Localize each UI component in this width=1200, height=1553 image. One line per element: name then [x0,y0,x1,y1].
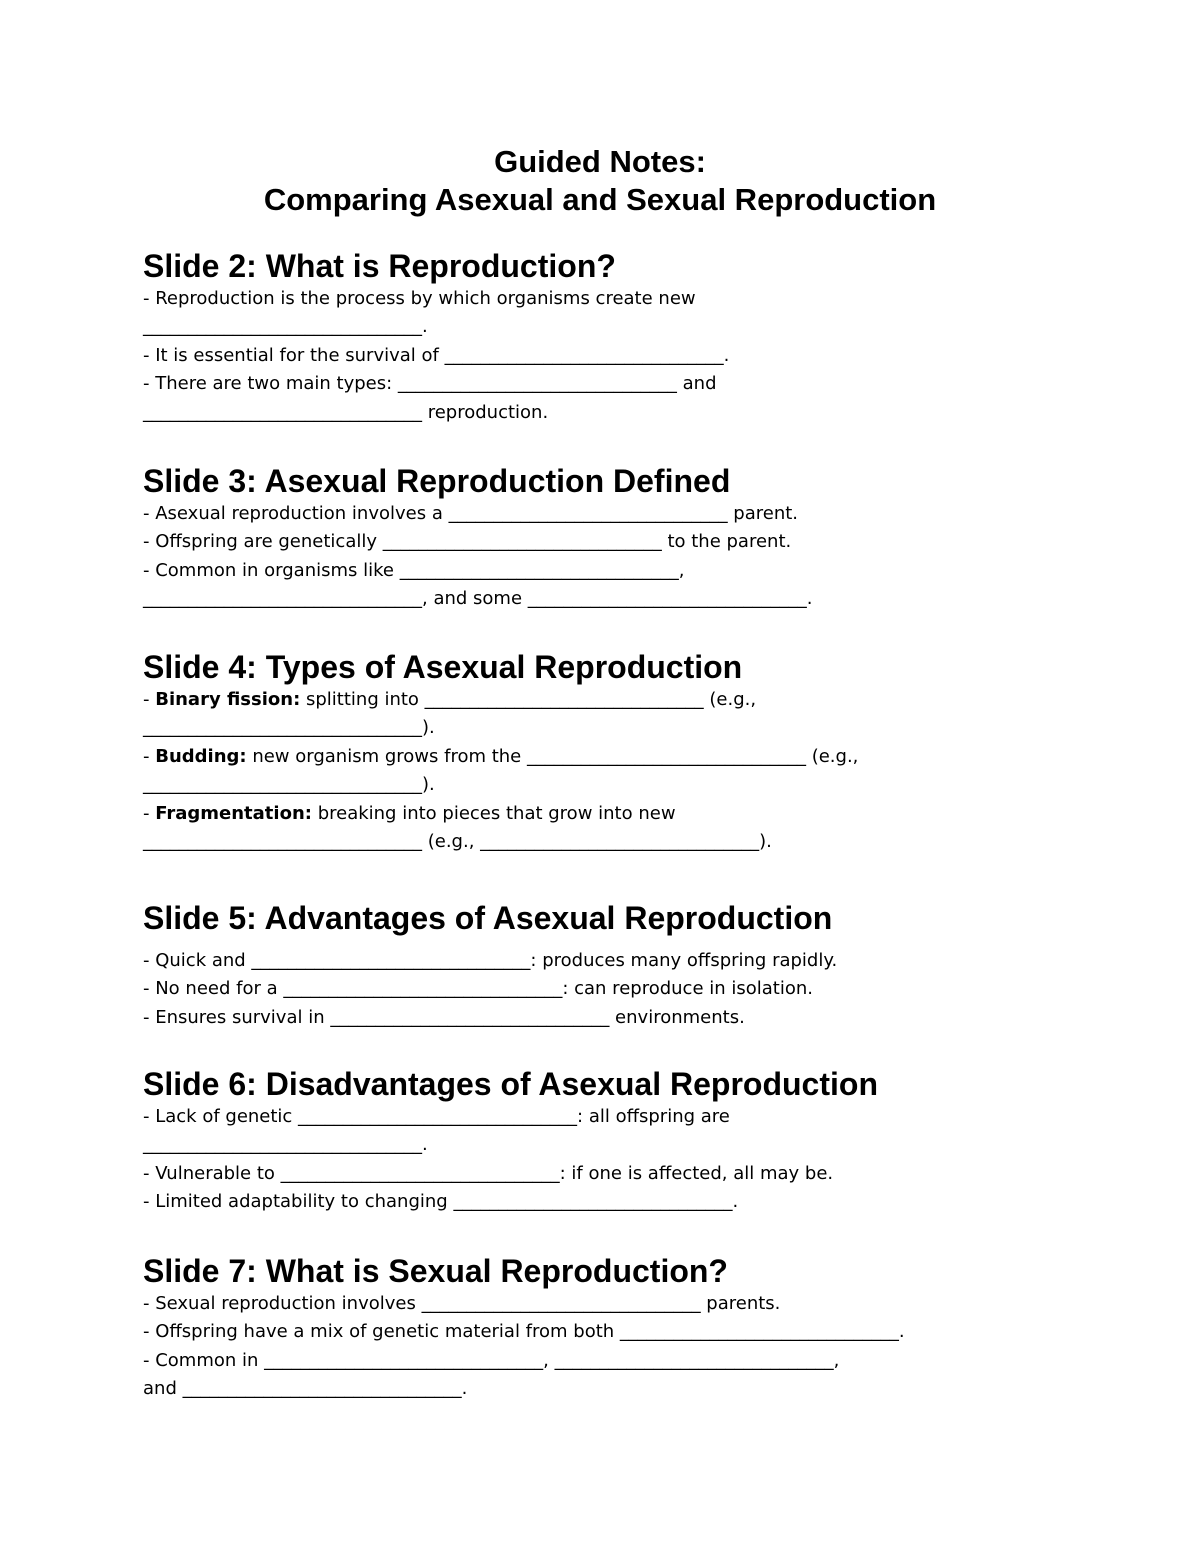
term-description: breaking into pieces that grow into new [311,802,676,824]
note-line: _______________________________). [143,717,435,739]
section-body [143,1103,1073,1217]
section-body [143,947,1073,1032]
note-line: - Vulnerable to _______________________________: if one is affected, all may be. [143,1162,834,1184]
section-heading: Slide 5: Advantages of Asexual Reproduction [143,900,833,936]
section-slide-2 [143,247,1073,427]
note-line: - Quick and _______________________________: produces many offspring rapidly. [143,950,838,971]
note-line: - There are two main types: _______________________________ and [143,373,717,395]
term-description: new organism grows from the _______________________________ (e.g., [246,745,859,767]
section-slide-4 [143,648,1073,856]
section-slide-7 [143,1252,1073,1404]
title-line-1: Guided Notes: [494,144,706,179]
note-line: - Reproduction is the process by which organisms create new [143,288,696,309]
section-heading: Slide 6: Disadvantages of Asexual Reproduction [143,1066,878,1102]
note-line: - Offspring have a mix of genetic material from both _______________________________. [143,1321,905,1343]
note-line: - Lack of genetic _______________________________: all offspring are [143,1106,730,1127]
term-description: splitting into _______________________________ (e.g., [300,689,757,710]
note-line: - No need for a _______________________________: can reproduce in isolation. [143,978,813,1000]
note-line: and _______________________________. [143,1378,468,1400]
note-line: - Binary fission: splitting into _______________________________ (e.g., [143,689,757,710]
section-slide-3 [143,462,1073,614]
note-line: - Limited adaptability to changing _______________________________. [143,1191,739,1213]
section-heading: Slide 4: Types of Asexual Reproduction [143,649,743,685]
note-line: - Sexual reproduction involves _______________________________ parents. [143,1293,781,1314]
note-line: _______________________________ (e.g., _______________________________). [143,831,772,853]
section-heading: Slide 3: Asexual Reproduction Defined [143,463,731,499]
note-line: - It is essential for the survival of _______________________________. [143,344,730,366]
section-slide-5 [143,899,1073,1032]
note-line: - Ensures survival in _______________________________ environments. [143,1006,745,1028]
section-heading: Slide 7: What is Sexual Reproduction? [143,1253,728,1289]
note-line: _______________________________, and some _______________________________. [143,588,813,610]
title-line-2: Comparing Asexual and Sexual Reproduction [263,182,937,217]
note-line: - Common in organisms like _______________________________, [143,559,685,581]
note-line: _______________________________. [143,1134,428,1156]
section-body [143,1290,1073,1404]
section-slide-6 [143,1065,1073,1217]
note-line: - Budding: new organism grows from the _______________________________ (e.g., [143,745,859,767]
term-label: Binary fission: [155,689,301,710]
note-line: - Fragmentation: breaking into pieces that grow into new [143,802,676,824]
section-body [143,285,1073,427]
note-line: _______________________________. [143,316,428,338]
note-line: _______________________________). [143,774,435,796]
term-label: Budding: [155,745,247,767]
page-title [0,143,1200,219]
term-label: Fragmentation: [155,802,312,824]
note-line: - Asexual reproduction involves a _______________________________ parent. [143,503,799,524]
note-line: - Offspring are genetically _______________________________ to the parent. [143,531,792,553]
section-heading: Slide 2: What is Reproduction? [143,248,616,284]
note-line: - Common in _______________________________, _______________________________, [143,1349,840,1371]
section-body [143,500,1073,614]
note-line: _______________________________ reproduction. [143,401,549,423]
section-body [143,686,1073,856]
